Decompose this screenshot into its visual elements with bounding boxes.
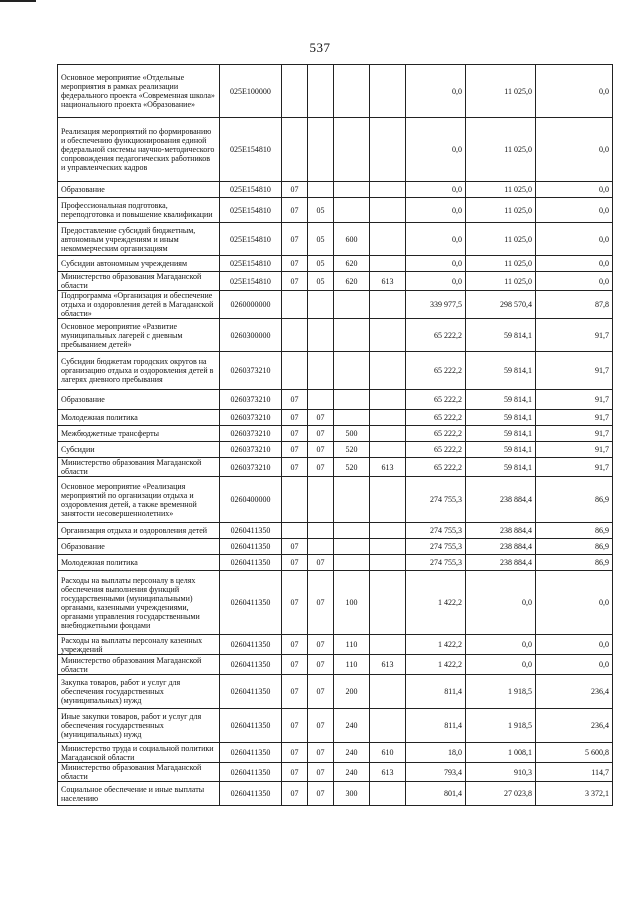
row-value-2: 298 570,4	[466, 291, 536, 319]
row-percent: 0,0	[536, 655, 613, 675]
row-value-2: 59 814,1	[466, 352, 536, 390]
row-name: Молодежная политика	[58, 410, 220, 426]
row-subsection: 07	[308, 743, 334, 763]
row-section: 07	[282, 458, 308, 477]
row-code: 025Е100000	[220, 65, 282, 118]
row-value-2: 11 025,0	[466, 65, 536, 118]
row-expense-type	[334, 555, 370, 571]
row-subsection	[308, 539, 334, 555]
row-code: 0260400000	[220, 477, 282, 523]
row-expense-type: 200	[334, 675, 370, 709]
row-value-1: 65 222,2	[406, 458, 466, 477]
row-gr	[370, 709, 406, 743]
row-subsection	[308, 352, 334, 390]
row-code: 0260373210	[220, 390, 282, 410]
table-row	[58, 763, 613, 782]
row-gr	[370, 223, 406, 256]
table-row	[58, 555, 613, 571]
row-value-1: 339 977,5	[406, 291, 466, 319]
row-section: 07	[282, 410, 308, 426]
table-row	[58, 426, 613, 442]
row-expense-type	[334, 319, 370, 352]
table-row	[58, 272, 613, 291]
row-code: 0260411350	[220, 655, 282, 675]
row-expense-type	[334, 291, 370, 319]
row-percent: 0,0	[536, 571, 613, 635]
row-name: Предоставление субсидий бюджетным, автономным учреждениям и иным некоммерческим организациям	[58, 223, 220, 256]
row-subsection: 07	[308, 571, 334, 635]
row-code: 0260411350	[220, 782, 282, 806]
row-value-1: 793,4	[406, 763, 466, 782]
row-expense-type: 520	[334, 458, 370, 477]
table-row	[58, 410, 613, 426]
row-subsection	[308, 65, 334, 118]
row-name: Субсидии автономным учреждениям	[58, 256, 220, 272]
table-row	[58, 182, 613, 198]
row-gr: 613	[370, 655, 406, 675]
row-value-2: 0,0	[466, 635, 536, 655]
row-code: 0260411350	[220, 523, 282, 539]
row-expense-type: 600	[334, 223, 370, 256]
row-value-1: 65 222,2	[406, 390, 466, 410]
row-percent: 114,7	[536, 763, 613, 782]
table-row	[58, 477, 613, 523]
row-name: Основное мероприятие «Реализация мероприятий по организации отдыха и оздоровления детей, а также временной занятости несовершеннолетних»	[58, 477, 220, 523]
table-row	[58, 291, 613, 319]
row-name: Молодежная политика	[58, 555, 220, 571]
row-value-1: 801,4	[406, 782, 466, 806]
row-subsection: 07	[308, 635, 334, 655]
row-name: Социальное обеспечение и иные выплаты населению	[58, 782, 220, 806]
row-section	[282, 291, 308, 319]
row-code: 025Е154810	[220, 223, 282, 256]
row-value-1: 811,4	[406, 675, 466, 709]
row-percent: 0,0	[536, 223, 613, 256]
page-number: 537	[309, 40, 331, 55]
row-code: 0260373210	[220, 410, 282, 426]
row-value-2: 238 884,4	[466, 555, 536, 571]
row-value-2: 59 814,1	[466, 390, 536, 410]
row-name: Образование	[58, 390, 220, 410]
row-value-1: 0,0	[406, 65, 466, 118]
row-name: Реализация мероприятий по формированию и обеспечению функционирования единой федеральной системы научно-методического сопровождения педагогических работников и управленческих кадров	[58, 118, 220, 182]
row-value-2: 27 023,8	[466, 782, 536, 806]
row-percent: 87,8	[536, 291, 613, 319]
table-row	[58, 256, 613, 272]
row-name: Профессиональная подготовка, переподготовка и повышение квалификации	[58, 198, 220, 223]
row-value-1: 274 755,3	[406, 477, 466, 523]
row-subsection: 07	[308, 709, 334, 743]
row-gr	[370, 675, 406, 709]
row-code: 0260373210	[220, 426, 282, 442]
row-code: 0260000000	[220, 291, 282, 319]
row-subsection	[308, 390, 334, 410]
row-subsection: 07	[308, 426, 334, 442]
row-section: 07	[282, 198, 308, 223]
row-percent: 0,0	[536, 198, 613, 223]
table-row	[58, 782, 613, 806]
row-section: 07	[282, 390, 308, 410]
row-gr	[370, 352, 406, 390]
row-name: Межбюджетные трансферты	[58, 426, 220, 442]
row-gr	[370, 442, 406, 458]
row-value-1: 18,0	[406, 743, 466, 763]
row-gr: 613	[370, 272, 406, 291]
row-gr	[370, 65, 406, 118]
table-row	[58, 223, 613, 256]
row-section: 07	[282, 635, 308, 655]
row-percent: 91,7	[536, 319, 613, 352]
row-percent: 91,7	[536, 410, 613, 426]
row-gr	[370, 782, 406, 806]
row-gr	[370, 291, 406, 319]
row-name: Министерство образования Магаданской области	[58, 272, 220, 291]
table-row	[58, 390, 613, 410]
row-name: Образование	[58, 539, 220, 555]
row-value-2: 910,3	[466, 763, 536, 782]
row-value-2: 11 025,0	[466, 182, 536, 198]
row-section: 07	[282, 182, 308, 198]
row-gr	[370, 118, 406, 182]
row-section: 07	[282, 555, 308, 571]
row-value-2: 59 814,1	[466, 319, 536, 352]
row-value-2: 59 814,1	[466, 410, 536, 426]
row-section: 07	[282, 426, 308, 442]
row-section: 07	[282, 675, 308, 709]
row-code: 025Е154810	[220, 256, 282, 272]
row-code: 025Е154810	[220, 182, 282, 198]
row-value-1: 1 422,2	[406, 655, 466, 675]
row-expense-type: 110	[334, 655, 370, 675]
row-section: 07	[282, 256, 308, 272]
row-code: 025Е154810	[220, 198, 282, 223]
table-row	[58, 539, 613, 555]
row-gr: 613	[370, 458, 406, 477]
row-name: Министерство образования Магаданской области	[58, 458, 220, 477]
row-value-1: 0,0	[406, 198, 466, 223]
row-code: 025Е154810	[220, 272, 282, 291]
row-expense-type	[334, 390, 370, 410]
row-percent: 86,9	[536, 477, 613, 523]
row-value-2: 0,0	[466, 571, 536, 635]
row-expense-type: 240	[334, 763, 370, 782]
row-expense-type: 110	[334, 635, 370, 655]
row-section: 07	[282, 763, 308, 782]
row-value-1: 0,0	[406, 223, 466, 256]
row-subsection	[308, 118, 334, 182]
row-value-2: 1 918,5	[466, 709, 536, 743]
row-value-2: 238 884,4	[466, 523, 536, 539]
row-code: 0260411350	[220, 743, 282, 763]
row-value-2: 0,0	[466, 655, 536, 675]
row-gr	[370, 256, 406, 272]
row-value-2: 59 814,1	[466, 426, 536, 442]
row-value-2: 1 918,5	[466, 675, 536, 709]
row-expense-type	[334, 352, 370, 390]
row-expense-type	[334, 477, 370, 523]
row-percent: 91,7	[536, 442, 613, 458]
row-expense-type: 100	[334, 571, 370, 635]
row-expense-type	[334, 182, 370, 198]
row-subsection: 07	[308, 555, 334, 571]
row-gr	[370, 477, 406, 523]
scan-corner-mark	[0, 0, 36, 2]
row-section: 07	[282, 571, 308, 635]
row-gr	[370, 635, 406, 655]
row-value-1: 0,0	[406, 272, 466, 291]
row-name: Иные закупки товаров, работ и услуг для обеспечения государственных (муниципальных) нужд	[58, 709, 220, 743]
row-subsection: 05	[308, 223, 334, 256]
row-name: Образование	[58, 182, 220, 198]
row-subsection: 07	[308, 763, 334, 782]
row-value-1: 65 222,2	[406, 410, 466, 426]
table-row	[58, 523, 613, 539]
row-subsection	[308, 291, 334, 319]
row-subsection: 05	[308, 198, 334, 223]
row-name: Расходы на выплаты персоналу в целях обеспечения выполнения функций государственными (муниципальными) органами, казенными учреждениями, органами управления государственными внебюджетными фондами	[58, 571, 220, 635]
row-name: Основное мероприятие «Развитие муниципальных лагерей с дневным пребыванием детей»	[58, 319, 220, 352]
row-code: 0260373210	[220, 442, 282, 458]
row-code: 025Е154810	[220, 118, 282, 182]
row-value-1: 65 222,2	[406, 426, 466, 442]
table-row	[58, 709, 613, 743]
row-expense-type: 620	[334, 272, 370, 291]
row-subsection: 05	[308, 256, 334, 272]
row-value-2: 11 025,0	[466, 223, 536, 256]
row-percent: 86,9	[536, 555, 613, 571]
row-percent: 86,9	[536, 523, 613, 539]
row-value-2: 11 025,0	[466, 256, 536, 272]
row-value-1: 0,0	[406, 256, 466, 272]
row-section: 07	[282, 655, 308, 675]
row-code: 0260373210	[220, 352, 282, 390]
row-value-2: 59 814,1	[466, 458, 536, 477]
table-row	[58, 118, 613, 182]
budget-table-body	[58, 65, 613, 806]
row-expense-type: 500	[334, 426, 370, 442]
row-expense-type: 300	[334, 782, 370, 806]
row-subsection	[308, 319, 334, 352]
table-row	[58, 571, 613, 635]
row-expense-type	[334, 410, 370, 426]
row-value-1: 274 755,3	[406, 555, 466, 571]
row-section: 07	[282, 272, 308, 291]
row-subsection: 07	[308, 410, 334, 426]
row-value-1: 65 222,2	[406, 319, 466, 352]
row-section	[282, 65, 308, 118]
row-expense-type	[334, 539, 370, 555]
row-expense-type: 620	[334, 256, 370, 272]
row-expense-type: 520	[334, 442, 370, 458]
row-subsection: 07	[308, 782, 334, 806]
row-value-1: 0,0	[406, 182, 466, 198]
row-percent: 0,0	[536, 256, 613, 272]
row-name: Закупка товаров, работ и услуг для обеспечения государственных (муниципальных) нужд	[58, 675, 220, 709]
row-section: 07	[282, 743, 308, 763]
row-percent: 0,0	[536, 635, 613, 655]
table-row	[58, 65, 613, 118]
row-percent: 5 600,8	[536, 743, 613, 763]
row-value-2: 11 025,0	[466, 198, 536, 223]
row-gr	[370, 410, 406, 426]
row-gr	[370, 555, 406, 571]
row-value-1: 65 222,2	[406, 442, 466, 458]
row-code: 0260411350	[220, 539, 282, 555]
row-gr: 613	[370, 763, 406, 782]
row-name: Организация отдыха и оздоровления детей	[58, 523, 220, 539]
row-code: 0260373210	[220, 458, 282, 477]
row-value-1: 1 422,2	[406, 635, 466, 655]
table-row	[58, 635, 613, 655]
row-percent: 236,4	[536, 709, 613, 743]
row-section	[282, 523, 308, 539]
row-percent: 0,0	[536, 272, 613, 291]
budget-table	[57, 64, 613, 806]
row-expense-type	[334, 523, 370, 539]
row-gr	[370, 539, 406, 555]
row-value-1: 274 755,3	[406, 539, 466, 555]
row-section: 07	[282, 223, 308, 256]
row-name: Субсидии	[58, 442, 220, 458]
row-percent: 0,0	[536, 65, 613, 118]
row-expense-type	[334, 198, 370, 223]
table-row	[58, 198, 613, 223]
row-section: 07	[282, 442, 308, 458]
row-subsection: 05	[308, 272, 334, 291]
row-value-1: 1 422,2	[406, 571, 466, 635]
row-value-2: 1 008,1	[466, 743, 536, 763]
row-expense-type: 240	[334, 743, 370, 763]
row-gr	[370, 426, 406, 442]
row-name: Министерство образования Магаданской области	[58, 763, 220, 782]
table-row	[58, 675, 613, 709]
table-row	[58, 655, 613, 675]
row-gr	[370, 198, 406, 223]
row-value-1: 65 222,2	[406, 352, 466, 390]
row-name: Субсидии бюджетам городских округов на организацию отдыха и оздоровления детей в лагерях дневного пребывания	[58, 352, 220, 390]
row-expense-type: 240	[334, 709, 370, 743]
row-gr	[370, 523, 406, 539]
row-name: Министерство образования Магаданской области	[58, 655, 220, 675]
row-subsection: 07	[308, 655, 334, 675]
row-gr	[370, 319, 406, 352]
row-percent: 91,7	[536, 426, 613, 442]
row-expense-type	[334, 118, 370, 182]
row-value-1: 0,0	[406, 118, 466, 182]
row-percent: 3 372,1	[536, 782, 613, 806]
row-section: 07	[282, 782, 308, 806]
row-percent: 86,9	[536, 539, 613, 555]
row-subsection: 07	[308, 458, 334, 477]
row-value-2: 59 814,1	[466, 442, 536, 458]
row-gr: 610	[370, 743, 406, 763]
row-name: Основное мероприятие «Отдельные мероприятия в рамках реализации федерального проекта «Современная школа» национального проекта «Образование»	[58, 65, 220, 118]
row-code: 0260411350	[220, 709, 282, 743]
row-value-2: 11 025,0	[466, 118, 536, 182]
row-gr	[370, 390, 406, 410]
row-section	[282, 118, 308, 182]
table-row	[58, 352, 613, 390]
table-row	[58, 743, 613, 763]
row-section: 07	[282, 539, 308, 555]
row-subsection	[308, 477, 334, 523]
row-subsection	[308, 182, 334, 198]
row-percent: 91,7	[536, 390, 613, 410]
row-expense-type	[334, 65, 370, 118]
table-row	[58, 458, 613, 477]
row-name: Расходы на выплаты персоналу казенных учреждений	[58, 635, 220, 655]
row-value-2: 11 025,0	[466, 272, 536, 291]
row-code: 0260411350	[220, 675, 282, 709]
row-code: 0260411350	[220, 571, 282, 635]
row-value-1: 274 755,3	[406, 523, 466, 539]
row-name: Подпрограмма «Организация и обеспечение отдыха и оздоровления детей в Магаданской области»	[58, 291, 220, 319]
row-percent: 91,7	[536, 458, 613, 477]
row-section: 07	[282, 709, 308, 743]
row-gr	[370, 571, 406, 635]
row-name: Министерство труда и социальной политики Магаданской области	[58, 743, 220, 763]
row-percent: 91,7	[536, 352, 613, 390]
row-percent: 0,0	[536, 182, 613, 198]
row-section	[282, 477, 308, 523]
row-subsection: 07	[308, 675, 334, 709]
table-row	[58, 442, 613, 458]
row-value-2: 238 884,4	[466, 477, 536, 523]
row-percent: 236,4	[536, 675, 613, 709]
row-value-2: 238 884,4	[466, 539, 536, 555]
row-subsection: 07	[308, 442, 334, 458]
row-section	[282, 352, 308, 390]
row-code: 0260411350	[220, 763, 282, 782]
row-code: 0260411350	[220, 635, 282, 655]
row-code: 0260300000	[220, 319, 282, 352]
row-code: 0260411350	[220, 555, 282, 571]
row-subsection	[308, 523, 334, 539]
row-section	[282, 319, 308, 352]
table-row	[58, 319, 613, 352]
row-gr	[370, 182, 406, 198]
row-value-1: 811,4	[406, 709, 466, 743]
row-percent: 0,0	[536, 118, 613, 182]
